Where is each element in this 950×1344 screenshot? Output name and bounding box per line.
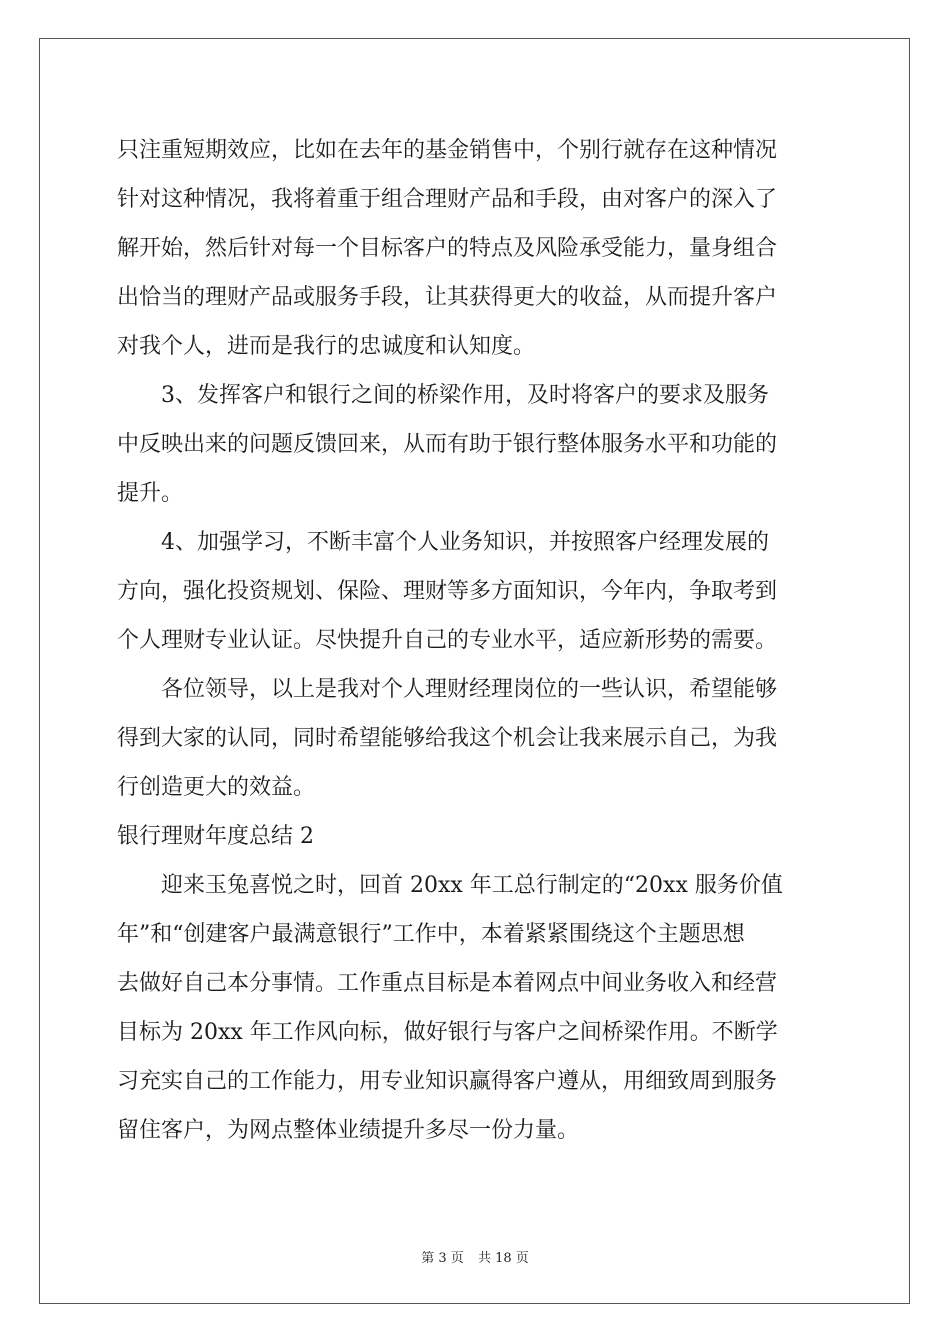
text-line: 中反映出来的问题反馈回来，从而有助于银行整体服务水平和功能的 [117, 432, 778, 457]
document-body [117, 126, 837, 1155]
text-line: 目标为 20xx 年工作风向标，做好银行与客户之间桥梁作用。不断学 [117, 1020, 778, 1045]
text-line: 行创造更大的效益。 [117, 775, 316, 800]
text-line: 得到大家的认同，同时希望能够给我这个机会让我来展示自己，为我 [117, 726, 778, 751]
text-line: 年”和“创建客户最满意银行”工作中，本着紧紧围绕这个主题思想 [117, 922, 745, 947]
text-line: 4、加强学习，不断丰富个人业务知识，并按照客户经理发展的 [117, 530, 769, 555]
text-line: 去做好自己本分事情。工作重点目标是本着网点中间业务收入和经营 [117, 971, 778, 996]
text-line: 方向，强化投资规划、保险、理财等多方面知识，今年内，争取考到 [117, 579, 778, 604]
text-line: 留住客户，为网点整体业绩提升多尽一份力量。 [117, 1118, 580, 1143]
section-heading: 银行理财年度总结 2 [117, 824, 314, 849]
text-line: 3、发挥客户和银行之间的桥梁作用，及时将客户的要求及服务 [117, 383, 769, 408]
text-line: 出恰当的理财产品或服务手段，让其获得更大的收益，从而提升客户 [117, 285, 778, 310]
text-line: 个人理财专业认证。尽快提升自己的专业水平，适应新形势的需要。 [117, 628, 778, 653]
text-line: 只注重短期效应，比如在去年的基金销售中，个别行就存在这种情况 [117, 138, 778, 163]
text-line: 解开始，然后针对每一个目标客户的特点及风险承受能力，量身组合 [117, 236, 778, 261]
text-line: 各位领导，以上是我对个人理财经理岗位的一些认识，希望能够 [117, 677, 778, 702]
text-line: 习充实自己的工作能力，用专业知识赢得客户遵从，用细致周到服务 [117, 1069, 778, 1094]
text-line: 迎来玉兔喜悦之时，回首 20xx 年工总行制定的“20xx 服务价值 [117, 873, 783, 898]
text-line: 提升。 [117, 481, 184, 506]
page-number: 第 3 页 [421, 1251, 464, 1266]
page-footer [0, 1247, 950, 1266]
text-line: 对我个人，进而是我行的忠诚度和认知度。 [117, 334, 536, 359]
text-line: 针对这种情况，我将着重于组合理财产品和手段，由对客户的深入了 [117, 187, 778, 212]
page-total: 共 18 页 [477, 1251, 529, 1266]
